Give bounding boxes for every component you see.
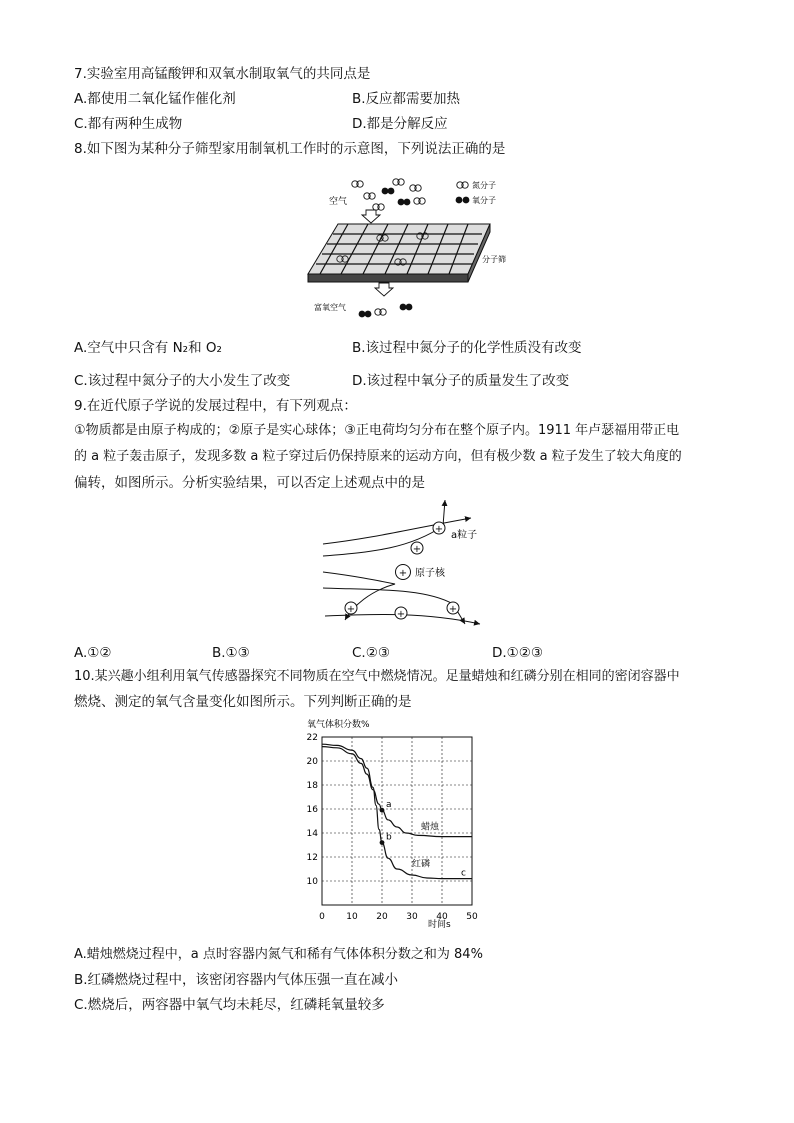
q7-option-c: C.都有两种生成物 (74, 116, 183, 132)
svg-text:+: + (412, 544, 422, 555)
svg-text:+: + (396, 609, 406, 620)
sieve-slab (308, 224, 490, 282)
q9-option-a: A.①② (74, 645, 112, 661)
q10-stem-line-1: 10.某兴趣小组利用氧气传感器探究不同物质在空气中燃烧情况。足量蜡烛和红磷分别在相同的密闭容器中 (74, 669, 680, 684)
point-label-b: b (386, 832, 392, 843)
plot-frame (322, 737, 472, 905)
svg-text:+: + (346, 604, 356, 615)
q9-body-line-1: ①物质都是由原子构成的；②原子是实心球体；③正电荷均匀分布在整个原子内。1911 年卢瑟福用带正电 (74, 423, 680, 438)
q7-stem: 7.实验室用高锰酸钾和双氧水制取氧气的共同点是 (74, 66, 371, 82)
molecular-sieve-figure (300, 166, 520, 326)
q8-option-c: C.该过程中氮分子的大小发生了改变 (74, 373, 291, 389)
y-tick-label: 16 (306, 805, 318, 815)
legend-oxygen: 氧分子 (472, 196, 496, 205)
q10-stem-line-2: 燃烧、测定的氧气含量变化如图所示。下列判断正确的是 (74, 694, 412, 710)
y-tick-label: 20 (306, 757, 318, 767)
nucleus-label: 原子核 (415, 568, 445, 579)
point-label-a: a (386, 800, 392, 811)
sieve-label: 分子筛 (482, 255, 506, 264)
legend-nitrogen: 氮分子 (472, 181, 496, 190)
q8-option-b: B.该过程中氮分子的化学性质没有改变 (352, 340, 582, 356)
q9-body-line-3: 偏转，如图所示。分析实验结果，可以否定上述观点中的是 (74, 475, 425, 491)
x-tick-label: 40 (436, 912, 448, 922)
series-line-candle (322, 747, 472, 837)
x-axis-label: 时间s (428, 920, 451, 930)
q8-option-a: A.空气中只含有 N₂和 O₂ (74, 340, 222, 356)
q8-stem: 8.如下图为某种分子筛型家用制氧机工作时的示意图，下列说法正确的是 (74, 141, 506, 157)
series-line-phosphorus (322, 744, 472, 878)
y-tick-label: 18 (306, 781, 318, 791)
q7-option-d: D.都是分解反应 (352, 116, 448, 132)
x-tick-label: 30 (406, 912, 418, 922)
point-a (380, 808, 385, 813)
q7-option-a: A.都使用二氧化锰作催化剂 (74, 91, 236, 107)
q9-option-c: C.②③ (352, 645, 390, 661)
q8-option-d: D.该过程中氧分子的质量发生了改变 (352, 373, 570, 389)
y-tick-label: 12 (306, 853, 318, 863)
svg-text:+: + (398, 568, 408, 579)
y-tick-label: 10 (306, 877, 318, 887)
svg-text:+: + (434, 524, 444, 535)
q7-option-b: B.反应都需要加热 (352, 91, 461, 107)
y-tick-label: 22 (306, 733, 318, 743)
point-b (380, 840, 385, 845)
x-tick-label: 50 (466, 912, 478, 922)
x-tick-label: 10 (346, 912, 358, 922)
point-label-c: c (461, 868, 466, 879)
x-tick-label: 20 (376, 912, 388, 922)
svg-text:+: + (448, 604, 458, 615)
series-label-candle: 蜡烛 (421, 822, 440, 833)
y-tick-label: 14 (306, 829, 318, 839)
q10-option-c: C.燃烧后，两容器中氧气均未耗尽，红磷耗氧量较多 (74, 997, 385, 1013)
q9-option-b: B.①③ (212, 645, 250, 661)
series-label-phosphorus: 红磷 (412, 859, 431, 870)
x-tick-label: 0 (319, 912, 325, 922)
rutherford-scattering-figure (315, 496, 515, 634)
alpha-particle-label: a粒子 (451, 530, 478, 541)
q9-stem: 9.在近代原子学说的发展过程中，有下列观点： (74, 398, 357, 414)
q10-option-b: B.红磷燃烧过程中，该密闭容器内气体压强一直在减小 (74, 972, 399, 988)
rich-air-label: 富氧空气 (314, 303, 346, 312)
oxygen-content-chart (296, 715, 496, 930)
y-axis-label: 氧气体积分数% (307, 720, 370, 730)
q10-option-a: A.蜡烛燃烧过程中，a 点时容器内氮气和稀有气体体积分数之和为 84% (74, 947, 483, 962)
chart-grid (322, 737, 472, 905)
air-label: 空气 (329, 197, 348, 207)
q9-option-d: D.①②③ (492, 645, 543, 661)
q9-body-line-2: 的 a 粒子轰击原子，发现多数 a 粒子穿过后仍保持原来的运动方向，但有极少数 a 粒子发生了较大角度的 (74, 449, 682, 464)
